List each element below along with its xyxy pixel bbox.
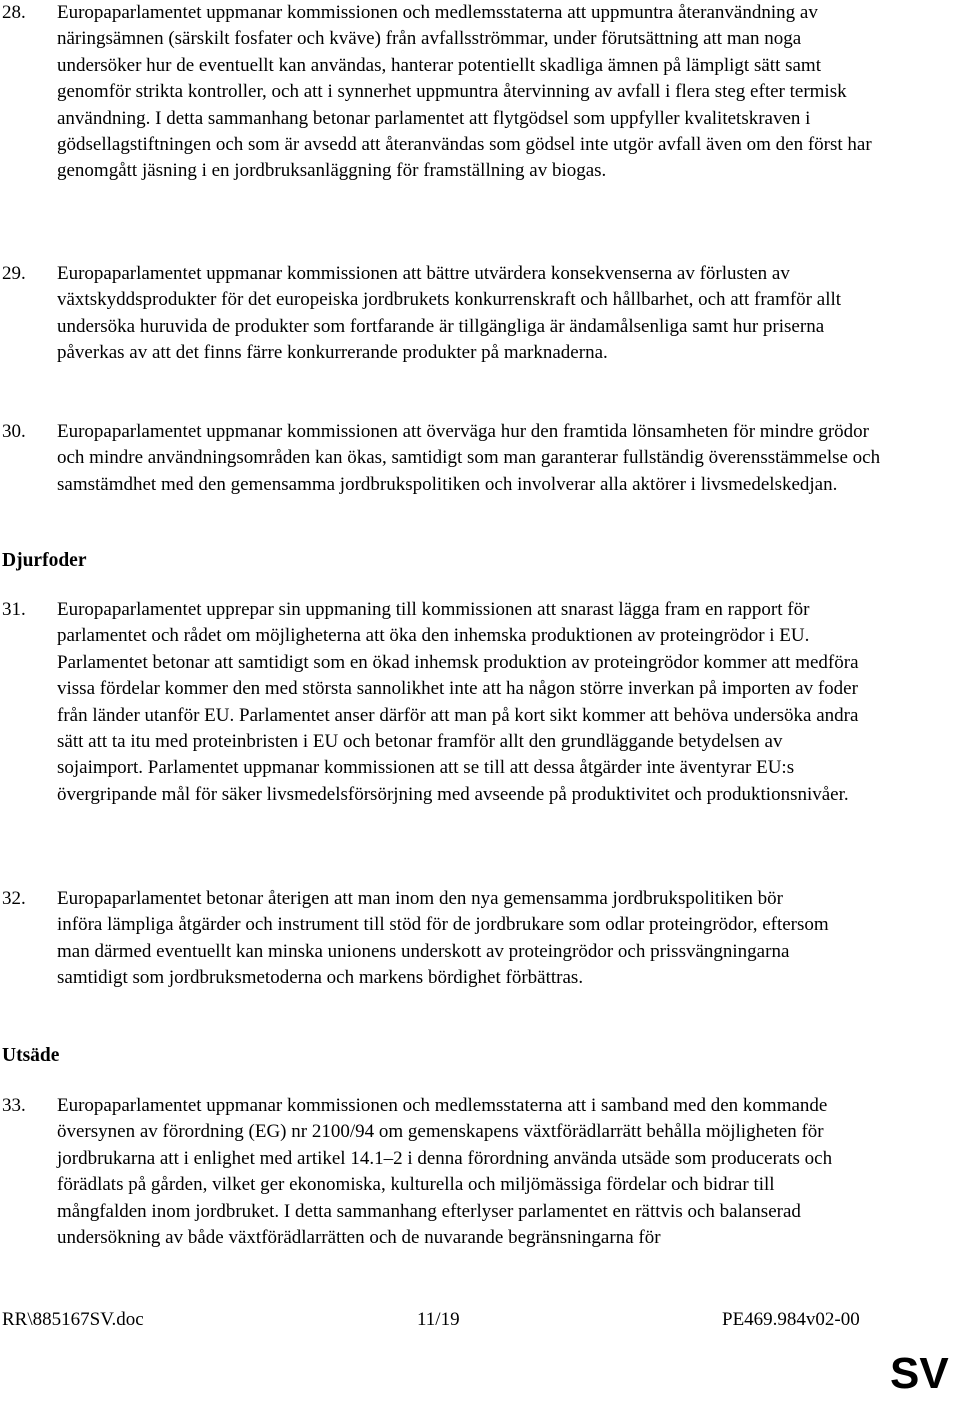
paragraph-text: Europaparlamentet uppmanar kommissionen och medlemsstaterna att i samband med den kommande översynen av förordning (EG) nr 2100/94 om gemenskapens växtförädlarrätt behålla möjligheten för jordbrukarna att i enlighet med artikel 14.1–2 i denna förordning använda utsäde som producerats och förädlats på gården, vilket ger ekonomiska, kulturella och miljömässiga fördelar och bidrar till mångfalden inom jordbruket. I detta sammanhang efterlyser parlamentet en rättvis och balanserad undersökning av både växtförädlarrätten och de nuvarande begränsningarna för	[57, 1095, 833, 1249]
paragraph-number: 32.	[2, 888, 26, 909]
footer-page-number: 11/19	[417, 1309, 460, 1330]
paragraph-number: 29.	[2, 263, 26, 284]
paragraph-33	[0, 1093, 940, 1251]
language-label: SV	[890, 1349, 949, 1398]
paragraph-number: 30.	[2, 421, 26, 442]
paragraph-30	[0, 419, 940, 498]
paragraph-text: Europaparlamentet uppmanar kommissionen och medlemsstaterna att uppmuntra återanvändning av näringsämnen (särskilt fosfater och kväve) från avfallsströmmar, under förutsättning att man noga undersöker hur de eventuellt kan användas, hanterar potentiellt skadliga ämnen på lämpligt sätt samt genomför strikta kontroller, och att i synnerhet uppmuntra återvinning av avfall i flera steg efter termisk användning. I detta sammanhang betonar parlamentet att flytgödsel som uppfyller kvalitetskraven i gödsellagstiftningen och som är avsedd att återanvändas som gödsel inte utgör avfall även om den först har genomgått jäsning i en jordbruksanläggning för framställning av biogas.	[57, 2, 872, 182]
paragraph-32	[0, 886, 940, 992]
paragraph-number: 33.	[2, 1095, 26, 1116]
paragraph-28	[0, 0, 940, 185]
section-heading-utsade: Utsäde	[2, 1045, 60, 1066]
paragraph-number: 31.	[2, 599, 26, 620]
paragraph-text: Europaparlamentet uppmanar kommissionen att bättre utvärdera konsekvenserna av förlusten av växtskyddsprodukter för det europeiska jordbrukets konkurrenskraft och hållbarhet, och att framför allt undersöka huruvida de produkter som fortfarande är tillgängliga är ändamålsenliga samt hur priserna påverkas av att det finns färre konkurrerande produkter på marknaderna.	[57, 263, 842, 364]
paragraph-text: Europaparlamentet upprepar sin uppmaning till kommissionen att snarast lägga fram en rapport för parlamentet och rådet om möjligheterna att öka den inhemska produktionen av proteingrödor i EU. Parlamentet betonar att samtidigt som en ökad inhemsk produktion av proteingrödor kommer att medföra vissa fördelar kommer den med största sannolikhet inte att ha någon större inverkan på importen av foder från länder utanför EU. Parlamentet anser därför att man på kort sikt kommer att behöva undersöka andra sätt att ta itu med proteinbristen i EU och betonar framför allt den grundläggande betydelsen av sojaimport. Parlamentet uppmanar kommissionen att se till att dessa åtgärder inte äventyrar EU:s övergripande mål för säker livsmedelsförsörjning med avseende på produktivitet och produktionsnivåer.	[57, 599, 859, 805]
paragraph-31	[0, 597, 940, 808]
paragraph-text: Europaparlamentet betonar återigen att man inom den nya gemensamma jordbrukspolitiken bör införa lämpliga åtgärder och instrument till stöd för de jordbrukare som odlar proteingrödor, eftersom man därmed eventuellt kan minska unionens underskott av proteingrödor och prissvängningarna samtidigt som jordbruksmetoderna och markens bördighet förbättras.	[57, 888, 829, 989]
section-heading-djurfoder: Djurfoder	[2, 550, 87, 571]
paragraph-number: 28.	[2, 2, 26, 23]
paragraph-text: Europaparlamentet uppmanar kommissionen att överväga hur den framtida lönsamheten för mindre grödor och mindre användningsområden kan ökas, samtidigt som man garanterar fullständig överensstämmelse och samstämdhet med den gemensamma jordbrukspolitiken och involverar alla aktörer i livsmedelskedjan.	[57, 421, 881, 495]
footer-pe-number: PE469.984v02-00	[722, 1309, 860, 1330]
paragraph-29	[0, 261, 940, 367]
footer-document-ref: RR\885167SV.doc	[2, 1309, 144, 1330]
